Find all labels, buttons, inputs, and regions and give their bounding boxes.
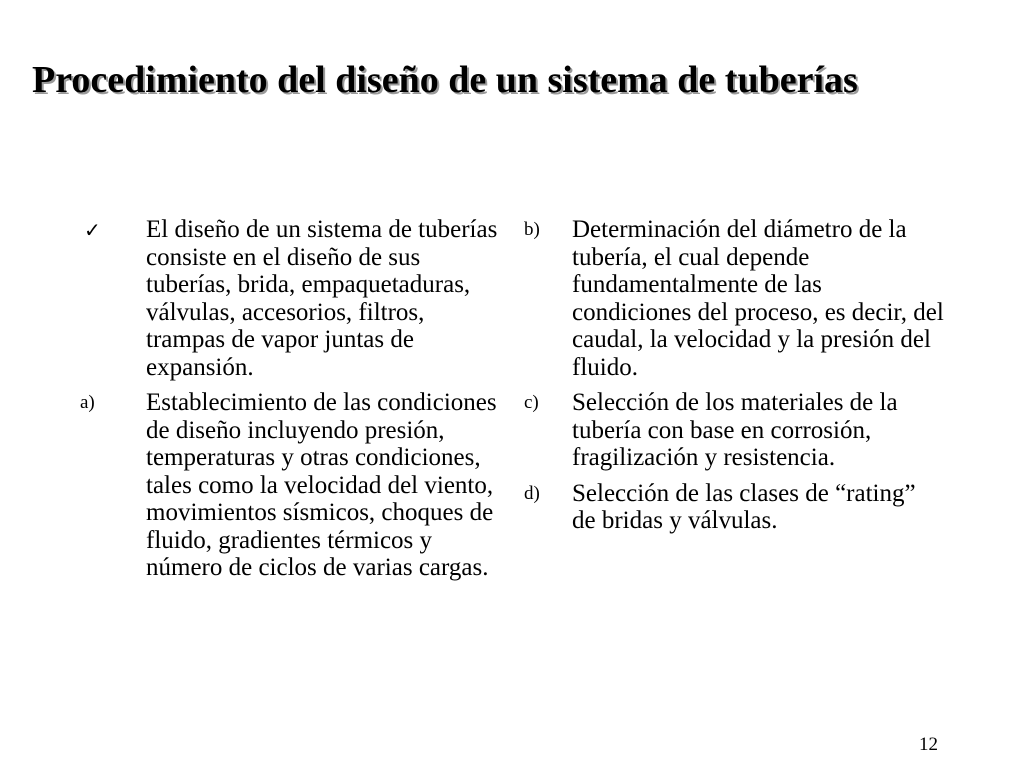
list-item [524, 216, 944, 381]
page-number: 12 [919, 734, 938, 755]
list-item [524, 389, 944, 472]
left-column [80, 216, 500, 590]
checkmark-icon: ✓ [84, 218, 101, 242]
list-marker: b) [524, 219, 540, 240]
list-item-text: Determinación del diámetro de la tubería, el cual depende fundamentalmente de las condiciones del proceso, es decir, del caudal, la velocidad y la presión del fluido. [572, 216, 944, 381]
list-item-text: Selección de los materiales de la tubería con base en corrosión, fragilización y resistencia. [572, 389, 898, 471]
right-column [524, 216, 944, 543]
list-item-text: El diseño de un sistema de tuberías consiste en el diseño de sus tuberías, brida, empaquetaduras, válvulas, accesorios, filtros, trampas de vapor juntas de expansión. [146, 216, 498, 381]
list-marker: d) [524, 482, 540, 504]
list-item-text: Selección de las clases de “rating” de bridas y válvulas. [572, 479, 916, 534]
list-marker: c) [524, 392, 539, 413]
list-item [80, 389, 500, 582]
list-item [80, 216, 500, 381]
slide-title: Procedimiento del diseño de un sistema de tuberías [32, 59, 858, 101]
list-marker: a) [80, 392, 95, 413]
list-item-text: Establecimiento de las condiciones de diseño incluyendo presión, temperaturas y otras condiciones, tales como la velocidad del viento, movimientos sísmicos, choques de fluido, gradientes térmicos y número de ciclos de varias cargas. [146, 389, 497, 581]
list-item [524, 480, 944, 535]
